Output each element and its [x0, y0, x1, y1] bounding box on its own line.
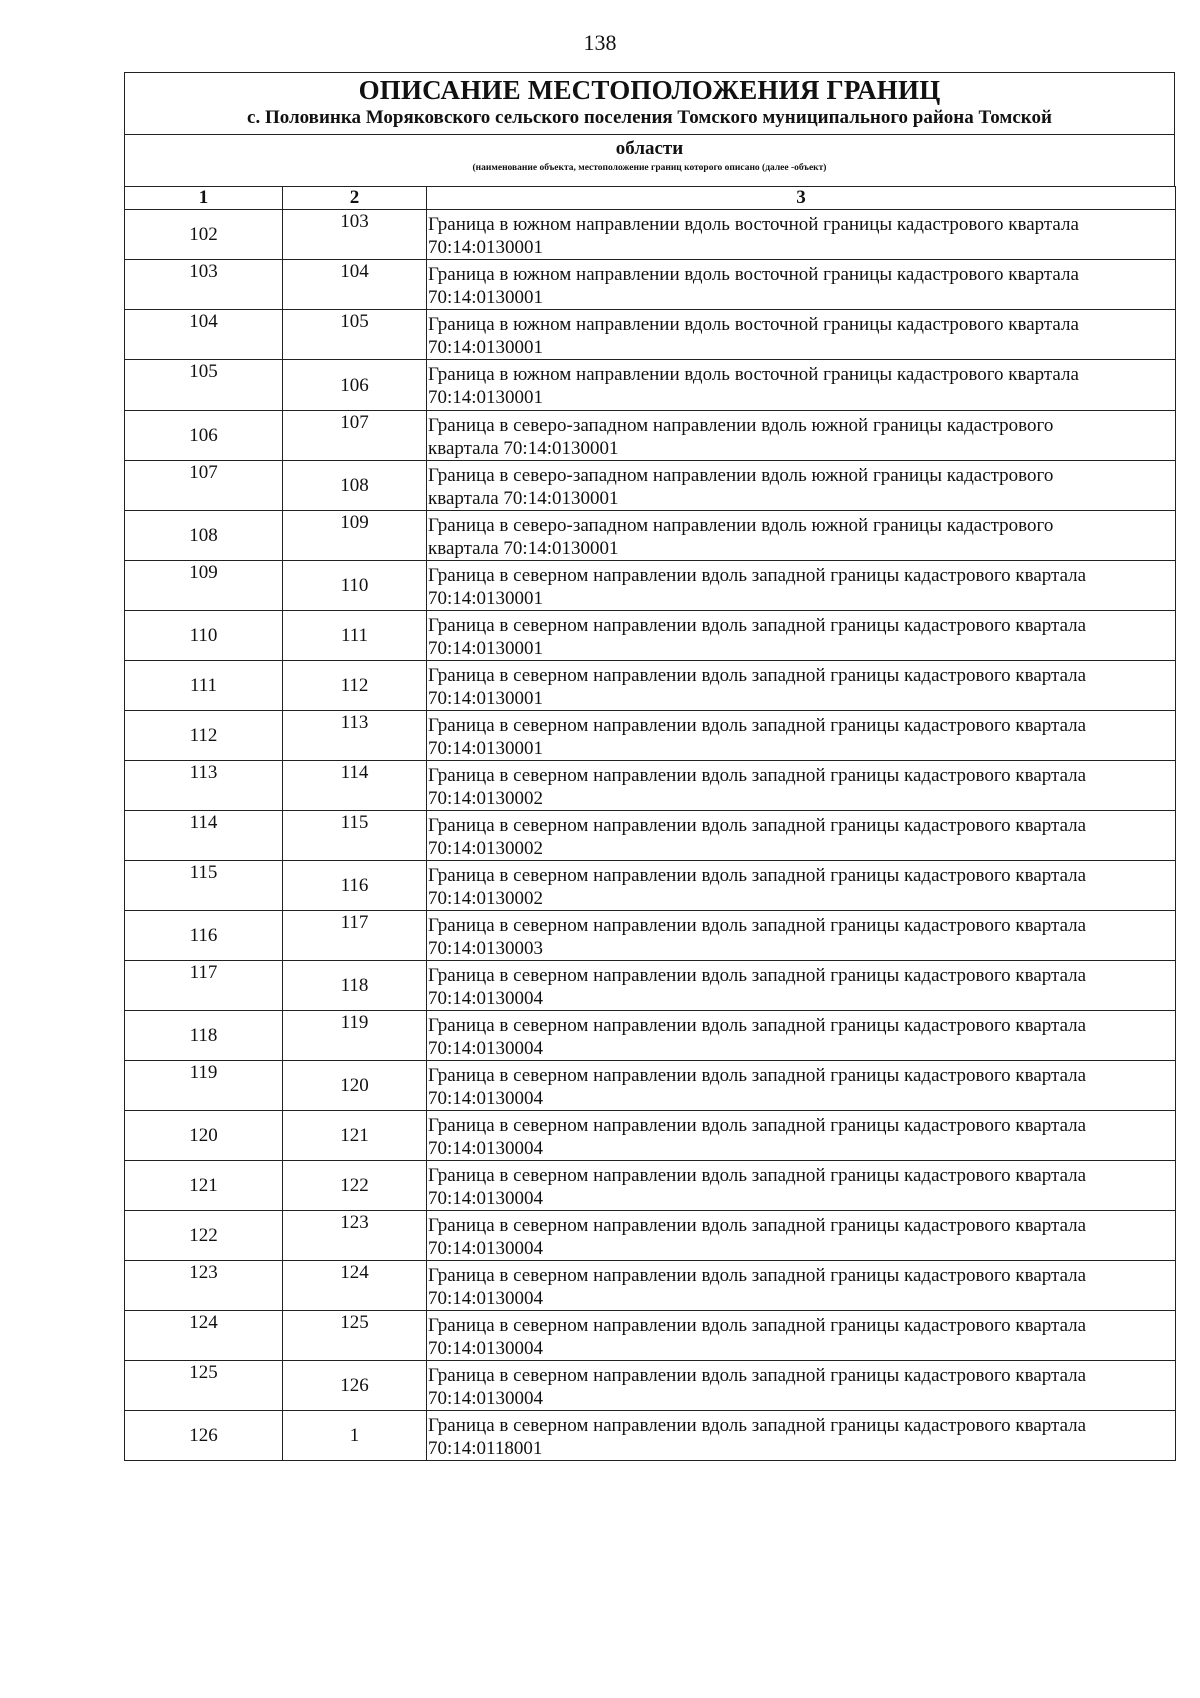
table-row — [125, 1211, 1176, 1261]
end-point-cell: 103 — [283, 210, 427, 260]
table-row — [125, 1361, 1176, 1411]
page-number: 138 — [583, 30, 617, 55]
description-line-2: 70:14:0130001 — [428, 738, 544, 759]
end-point-cell: 115 — [283, 811, 427, 861]
boundary-description-cell — [427, 761, 1176, 811]
start-point-cell: 111 — [125, 661, 283, 711]
description-line-1: Граница в северном направлении вдоль западной границы кадастрового квартала — [428, 865, 1087, 886]
boundary-description-cell — [427, 360, 1176, 411]
description-line-1: Граница в северном направлении вдоль западной границы кадастрового квартала — [428, 915, 1087, 936]
boundary-description-cell — [427, 411, 1176, 461]
boundary-description-document — [124, 72, 1175, 1461]
table-row — [125, 1011, 1176, 1061]
table-row — [125, 611, 1176, 661]
description-line-2: 70:14:0130002 — [428, 788, 544, 809]
boundary-description-cell — [427, 1411, 1176, 1461]
table-row — [125, 711, 1176, 761]
start-point-cell: 109 — [125, 561, 283, 611]
end-point-cell: 113 — [283, 711, 427, 761]
description-line-2: 70:14:0130001 — [428, 387, 544, 408]
start-point-cell: 121 — [125, 1161, 283, 1211]
description-line-1: Граница в южном направлении вдоль восточной границы кадастрового квартала — [428, 364, 1079, 385]
description-line-1: Граница в южном направлении вдоль восточной границы кадастрового квартала — [428, 264, 1079, 285]
end-point-cell: 123 — [283, 1211, 427, 1261]
boundary-table — [124, 186, 1176, 1461]
description-line-1: Граница в северном направлении вдоль западной границы кадастрового квартала — [428, 765, 1087, 786]
boundary-description-cell — [427, 511, 1176, 561]
table-row — [125, 861, 1176, 911]
boundary-description-cell — [427, 611, 1176, 661]
description-line-1: Граница в северном направлении вдоль западной границы кадастрового квартала — [428, 1415, 1087, 1436]
description-line-2: 70:14:0130003 — [428, 938, 544, 959]
start-point-cell: 108 — [125, 511, 283, 561]
description-line-2: 70:14:0130001 — [428, 638, 544, 659]
description-line-2: квартала 70:14:0130001 — [428, 438, 619, 459]
table-row — [125, 661, 1176, 711]
boundary-description-cell — [427, 1061, 1176, 1111]
description-line-1: Граница в северном направлении вдоль западной границы кадастрового квартала — [428, 1315, 1087, 1336]
description-line-1: Граница в северном направлении вдоль западной границы кадастрового квартала — [428, 1215, 1087, 1236]
object-name-caption: (наименование объекта, местоположение границ которого описано (далее -объект) — [472, 163, 827, 173]
header-top-block — [125, 73, 1174, 135]
description-line-1: Граница в северо-западном направлении вдоль южной границы кадастрового — [428, 415, 1054, 436]
description-line-2: квартала 70:14:0130001 — [428, 488, 619, 509]
description-line-1: Граница в северо-западном направлении вдоль южной границы кадастрового — [428, 515, 1054, 536]
description-line-2: 70:14:0130004 — [428, 1338, 544, 1359]
end-point-cell: 125 — [283, 1311, 427, 1361]
description-line-1: Граница в северном направлении вдоль западной границы кадастрового квартала — [428, 965, 1087, 986]
table-row — [125, 1161, 1176, 1211]
description-line-2: 70:14:0130004 — [428, 1238, 544, 1259]
description-line-2: 70:14:0130004 — [428, 1038, 544, 1059]
description-line-2: 70:14:0130004 — [428, 988, 544, 1009]
description-line-2: 70:14:0130001 — [428, 337, 544, 358]
boundary-description-cell — [427, 861, 1176, 911]
boundary-description-cell — [427, 1261, 1176, 1311]
start-point-cell: 120 — [125, 1111, 283, 1161]
table-row — [125, 1111, 1176, 1161]
description-line-1: Граница в северном направлении вдоль западной границы кадастрового квартала — [428, 1265, 1087, 1286]
start-point-cell: 114 — [125, 811, 283, 861]
boundary-description-cell — [427, 461, 1176, 511]
boundary-description-cell — [427, 661, 1176, 711]
table-row — [125, 360, 1176, 411]
description-line-2: 70:14:0130001 — [428, 287, 544, 308]
table-row — [125, 310, 1176, 360]
description-line-1: Граница в северном направлении вдоль западной границы кадастрового квартала — [428, 815, 1087, 836]
end-point-cell: 107 — [283, 411, 427, 461]
column-header-1: 1 — [125, 187, 283, 210]
end-point-cell: 121 — [283, 1111, 427, 1161]
boundary-description-cell — [427, 1111, 1176, 1161]
end-point-cell: 118 — [283, 961, 427, 1011]
boundary-rows — [125, 210, 1176, 1461]
boundary-description-cell — [427, 1311, 1176, 1361]
start-point-cell: 122 — [125, 1211, 283, 1261]
description-line-1: Граница в северном направлении вдоль западной границы кадастрового квартала — [428, 665, 1087, 686]
end-point-cell: 117 — [283, 911, 427, 961]
table-row — [125, 761, 1176, 811]
boundary-description-cell — [427, 1361, 1176, 1411]
document-title: ОПИСАНИЕ МЕСТОПОЛОЖЕНИЯ ГРАНИЦ — [358, 75, 941, 105]
description-line-2: 70:14:0130004 — [428, 1088, 544, 1109]
end-point-cell: 114 — [283, 761, 427, 811]
table-row — [125, 911, 1176, 961]
end-point-cell: 112 — [283, 661, 427, 711]
description-line-2: 70:14:0130002 — [428, 838, 544, 859]
boundary-description-cell — [427, 310, 1176, 360]
column-header-row — [125, 187, 1176, 210]
boundary-description-cell — [427, 711, 1176, 761]
start-point-cell: 115 — [125, 861, 283, 911]
end-point-cell: 122 — [283, 1161, 427, 1211]
table-row — [125, 1061, 1176, 1111]
description-line-2: 70:14:0118001 — [428, 1438, 543, 1459]
end-point-cell: 116 — [283, 861, 427, 911]
description-line-2: 70:14:0130002 — [428, 888, 544, 909]
start-point-cell: 112 — [125, 711, 283, 761]
start-point-cell: 126 — [125, 1411, 283, 1461]
boundary-description-cell — [427, 260, 1176, 310]
end-point-cell: 1 — [283, 1411, 427, 1461]
description-line-2: 70:14:0130004 — [428, 1188, 544, 1209]
end-point-cell: 105 — [283, 310, 427, 360]
start-point-cell: 106 — [125, 411, 283, 461]
table-row — [125, 1261, 1176, 1311]
description-line-2: 70:14:0130004 — [428, 1288, 544, 1309]
boundary-description-cell — [427, 561, 1176, 611]
start-point-cell: 125 — [125, 1361, 283, 1411]
description-line-2: 70:14:0130001 — [428, 588, 544, 609]
table-row — [125, 561, 1176, 611]
end-point-cell: 120 — [283, 1061, 427, 1111]
table-row — [125, 461, 1176, 511]
description-line-1: Граница в южном направлении вдоль восточной границы кадастрового квартала — [428, 314, 1079, 335]
start-point-cell: 103 — [125, 260, 283, 310]
start-point-cell: 118 — [125, 1011, 283, 1061]
end-point-cell: 104 — [283, 260, 427, 310]
start-point-cell: 119 — [125, 1061, 283, 1111]
description-line-1: Граница в северо-западном направлении вдоль южной границы кадастрового — [428, 465, 1054, 486]
start-point-cell: 107 — [125, 461, 283, 511]
table-row — [125, 961, 1176, 1011]
boundary-description-cell — [427, 1161, 1176, 1211]
start-point-cell: 110 — [125, 611, 283, 661]
table-row — [125, 511, 1176, 561]
end-point-cell: 110 — [283, 561, 427, 611]
boundary-description-cell — [427, 1011, 1176, 1061]
description-line-2: квартала 70:14:0130001 — [428, 538, 619, 559]
start-point-cell: 123 — [125, 1261, 283, 1311]
table-row — [125, 210, 1176, 260]
start-point-cell: 117 — [125, 961, 283, 1011]
start-point-cell: 105 — [125, 360, 283, 411]
description-line-1: Граница в северном направлении вдоль западной границы кадастрового квартала — [428, 615, 1087, 636]
description-line-1: Граница в северном направлении вдоль западной границы кадастрового квартала — [428, 1065, 1087, 1086]
document-header — [124, 72, 1175, 186]
end-point-cell: 119 — [283, 1011, 427, 1061]
object-name-line-2: области — [615, 138, 684, 159]
description-line-2: 70:14:0130001 — [428, 237, 544, 258]
column-header-3: 3 — [427, 187, 1176, 210]
end-point-cell: 124 — [283, 1261, 427, 1311]
table-row — [125, 411, 1176, 461]
boundary-description-cell — [427, 1211, 1176, 1261]
end-point-cell: 109 — [283, 511, 427, 561]
start-point-cell: 104 — [125, 310, 283, 360]
description-line-1: Граница в северном направлении вдоль западной границы кадастрового квартала — [428, 715, 1087, 736]
boundary-description-cell — [427, 911, 1176, 961]
table-row — [125, 811, 1176, 861]
header-bottom-block — [125, 135, 1174, 186]
description-line-1: Граница в северном направлении вдоль западной границы кадастрового квартала — [428, 1165, 1087, 1186]
end-point-cell: 108 — [283, 461, 427, 511]
column-header-2: 2 — [283, 187, 427, 210]
start-point-cell: 116 — [125, 911, 283, 961]
start-point-cell: 102 — [125, 210, 283, 260]
description-line-1: Граница в северном направлении вдоль западной границы кадастрового квартала — [428, 1015, 1087, 1036]
end-point-cell: 126 — [283, 1361, 427, 1411]
description-line-2: 70:14:0130004 — [428, 1138, 544, 1159]
end-point-cell: 111 — [283, 611, 427, 661]
description-line-1: Граница в северном направлении вдоль западной границы кадастрового квартала — [428, 1115, 1087, 1136]
table-row — [125, 1311, 1176, 1361]
start-point-cell: 113 — [125, 761, 283, 811]
description-line-2: 70:14:0130001 — [428, 688, 544, 709]
description-line-1: Граница в северном направлении вдоль западной границы кадастрового квартала — [428, 565, 1087, 586]
boundary-description-cell — [427, 210, 1176, 260]
description-line-1: Граница в южном направлении вдоль восточной границы кадастрового квартала — [428, 214, 1079, 235]
table-row — [125, 260, 1176, 310]
boundary-description-cell — [427, 811, 1176, 861]
object-name-line-1: с. Половинка Моряковского сельского поселения Томского муниципального района Томской — [247, 107, 1052, 128]
table-row — [125, 1411, 1176, 1461]
description-line-1: Граница в северном направлении вдоль западной границы кадастрового квартала — [428, 1365, 1087, 1386]
end-point-cell: 106 — [283, 360, 427, 411]
start-point-cell: 124 — [125, 1311, 283, 1361]
boundary-description-cell — [427, 961, 1176, 1011]
description-line-2: 70:14:0130004 — [428, 1388, 544, 1409]
